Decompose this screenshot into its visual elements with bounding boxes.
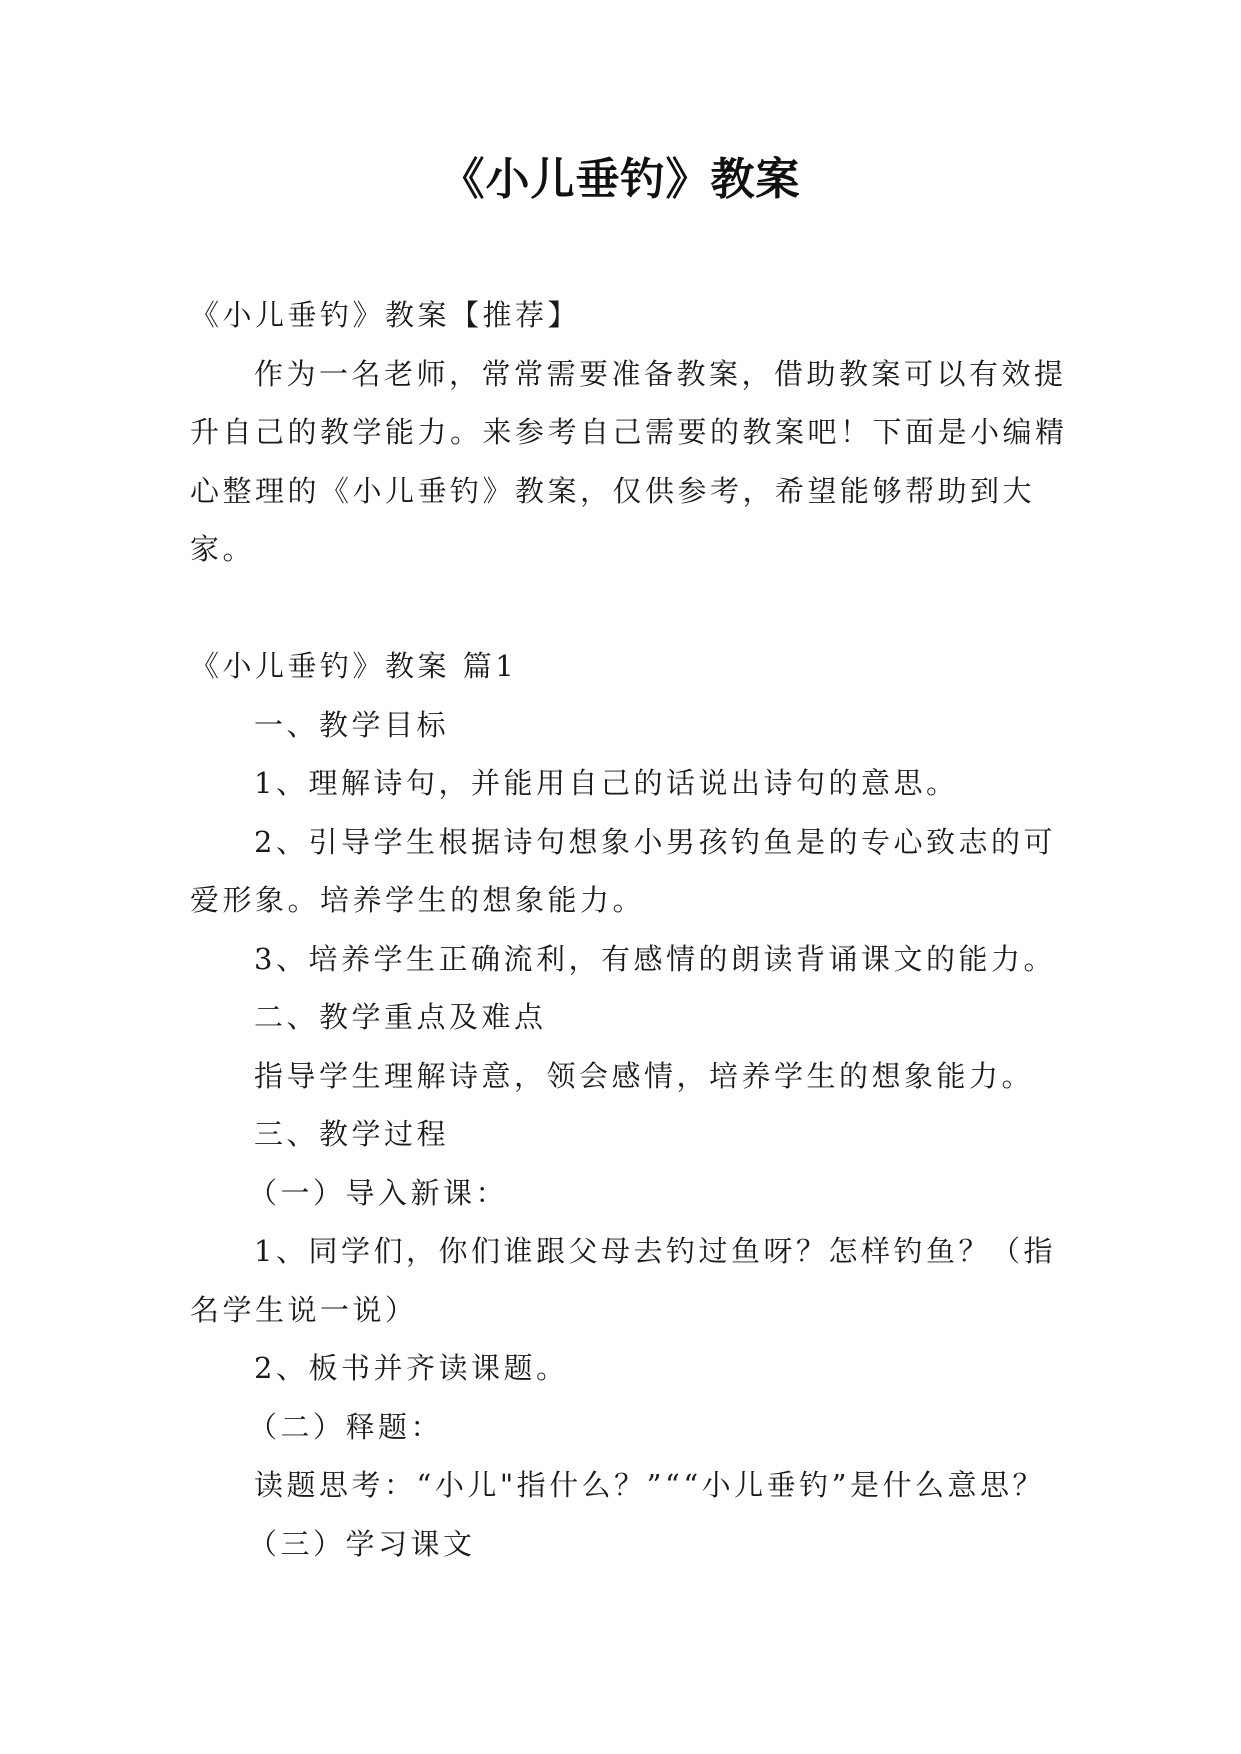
heading-teaching-goals: 一、教学目标 bbox=[254, 707, 450, 742]
key-points-text: 指导学生理解诗意，领会感情，培养学生的想象能力。 bbox=[254, 1058, 1035, 1093]
step-introduction: （一）导入新课： bbox=[248, 1175, 509, 1210]
heading-key-points: 二、教学重点及难点 bbox=[254, 1000, 547, 1034]
goal-item-1: 1、理解诗句，并能用自己的话说出诗句的意思。 bbox=[254, 766, 959, 800]
goal-item-2: 2、引导学生根据诗句想象小男孩钓鱼是的专心致志的可爱形象。培养学生的想象能力。 bbox=[190, 824, 1056, 917]
document-body bbox=[190, 286, 1070, 1573]
document-subtitle: 《小儿垂钓》教案【推荐】 bbox=[190, 298, 581, 332]
document-title: 《小儿垂钓》教案 bbox=[440, 154, 801, 205]
section-heading: 《小儿垂钓》教案 篇1 bbox=[190, 649, 518, 683]
step-item-1: 1、同学们，你们谁跟父母去钓过鱼呀？怎样钓鱼？（指名学生说一说） bbox=[190, 1234, 1056, 1327]
step-item-2: 2、板书并齐读课题。 bbox=[254, 1351, 569, 1385]
step-explain-question: 读题思考：“小儿"指什么？”““小儿垂钓”是什么意思？ bbox=[254, 1468, 1045, 1502]
step-learn-text: （三）学习课文 bbox=[248, 1526, 476, 1561]
goal-item-3: 3、培养学生正确流利，有感情的朗读背诵课文的能力。 bbox=[254, 941, 1056, 976]
paragraph-gap bbox=[190, 579, 1070, 638]
step-explain-title: （二）释题： bbox=[248, 1409, 444, 1444]
intro-paragraph: 作为一名老师，常常需要准备教案，借助教案可以有效提升自己的教学能力。来参考自己需要的教案吧！下面是小编精心整理的《小儿垂钓》教案，仅供参考，希望能够帮助到大家。 bbox=[190, 356, 1068, 566]
heading-teaching-process: 三、教学过程 bbox=[254, 1117, 450, 1151]
